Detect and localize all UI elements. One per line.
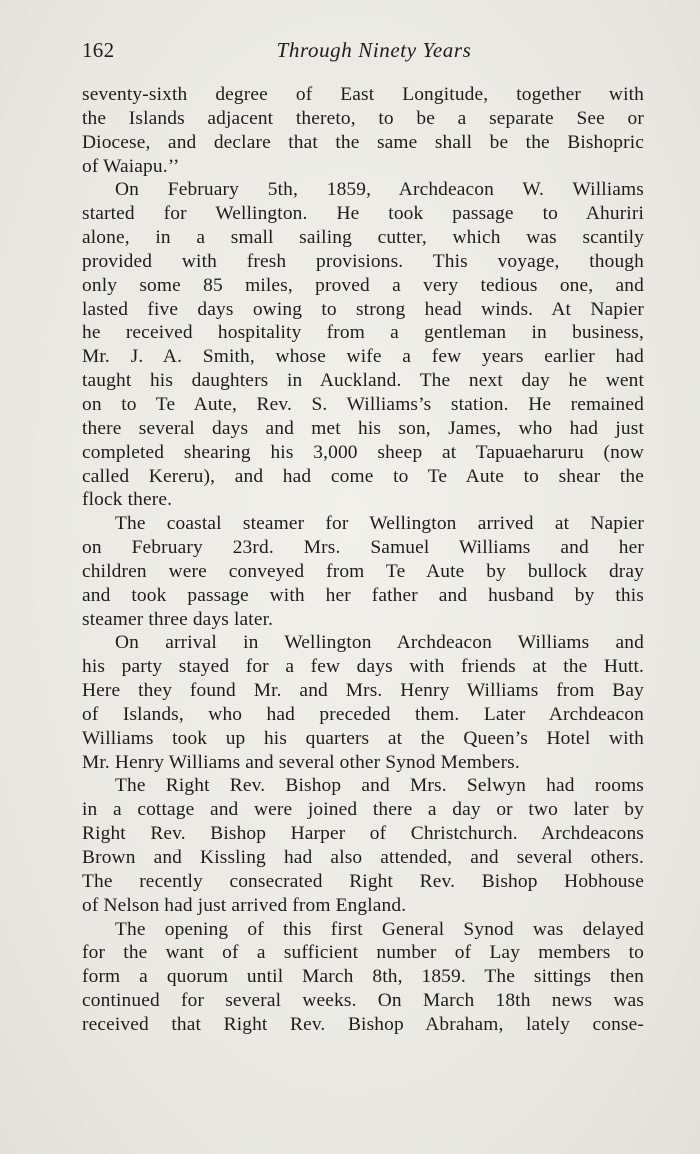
text-line: On February 5th, 1859, Archdeacon W. Williams: [115, 179, 644, 201]
page-header: [82, 38, 644, 70]
text-line: and took passage with her father and husband by this: [82, 584, 644, 606]
text-line: completed shearing his 3,000 sheep at Tapuaeharuru (now: [82, 441, 644, 463]
text-line: Here they found Mr. and Mrs. Henry Williams from Bay: [82, 680, 644, 702]
text-line: only some 85 miles, proved a very tedious one, and: [82, 274, 644, 296]
text-line: The Right Rev. Bishop and Mrs. Selwyn had rooms: [115, 775, 644, 797]
text-line: steamer three days later.: [82, 608, 274, 630]
text-line: on February 23rd. Mrs. Samuel Williams and her: [82, 537, 644, 559]
text-line: On arrival in Wellington Archdeacon Williams and: [115, 632, 644, 654]
text-line: seventy-sixth degree of East Longitude, together with: [82, 84, 644, 105]
text-line: of Nelson had just arrived from England.: [82, 894, 407, 916]
text-line: of Islands, who had preceded them. Later Archdeacon: [82, 703, 644, 725]
text-line: in a cottage and were joined there a day or two later by: [82, 799, 644, 821]
text-line: on to Te Aute, Rev. S. Williams’s station. He remained: [82, 393, 644, 415]
text-line: Brown and Kissling had also attended, and several others.: [82, 847, 644, 868]
text-line: of Waiapu.’’: [82, 155, 180, 177]
text-line: alone, in a small sailing cutter, which was scantily: [82, 227, 644, 249]
text-line: Right Rev. Bishop Harper of Christchurch. Archdeacons: [82, 823, 644, 845]
text-line: there several days and met his son, James, who had just: [82, 417, 644, 439]
text-line: flock there.: [82, 489, 173, 511]
text-line: he received hospitality from a gentleman in business,: [82, 322, 644, 344]
text-line: Mr. Henry Williams and several other Synod Members.: [82, 751, 520, 773]
text-line: received that Right Rev. Bishop Abraham, lately conse-: [82, 1013, 644, 1035]
text-line: for the want of a sufficient number of Lay members to: [82, 942, 644, 964]
text-line: form a quorum until March 8th, 1859. The sittings then: [82, 966, 644, 988]
text-line: the Islands adjacent thereto, to be a separate See or: [82, 107, 644, 129]
text-line: taught his daughters in Auckland. The next day he went: [82, 370, 644, 392]
body-text: [82, 83, 644, 1037]
text-line: Williams took up his quarters at the Queen’s Hotel with: [82, 727, 644, 749]
running-head: Through Ninety Years: [276, 38, 472, 62]
text-line: children were conveyed from Te Aute by bullock dray: [82, 560, 644, 582]
text-line: called Kereru), and had come to Te Aute to shear the: [82, 465, 644, 487]
text-line: The recently consecrated Right Rev. Bishop Hobhouse: [82, 870, 644, 892]
text-line: The coastal steamer for Wellington arrived at Napier: [115, 513, 644, 535]
text-line: Mr. J. A. Smith, whose wife a few years earlier had: [82, 346, 644, 368]
text-line: his party stayed for a few days with friends at the Hutt.: [82, 656, 644, 678]
text-line: provided with fresh provisions. This voyage, though: [82, 250, 644, 272]
text-line: started for Wellington. He took passage to Ahuriri: [82, 203, 644, 225]
text-line: continued for several weeks. On March 18th news was: [82, 990, 644, 1012]
text-line: The opening of this first General Synod was delayed: [115, 918, 644, 940]
page-number: 162: [82, 38, 115, 62]
text-line: lasted five days owing to strong head winds. At Napier: [82, 298, 644, 320]
text-line: Diocese, and declare that the same shall be the Bishopric: [82, 131, 644, 153]
